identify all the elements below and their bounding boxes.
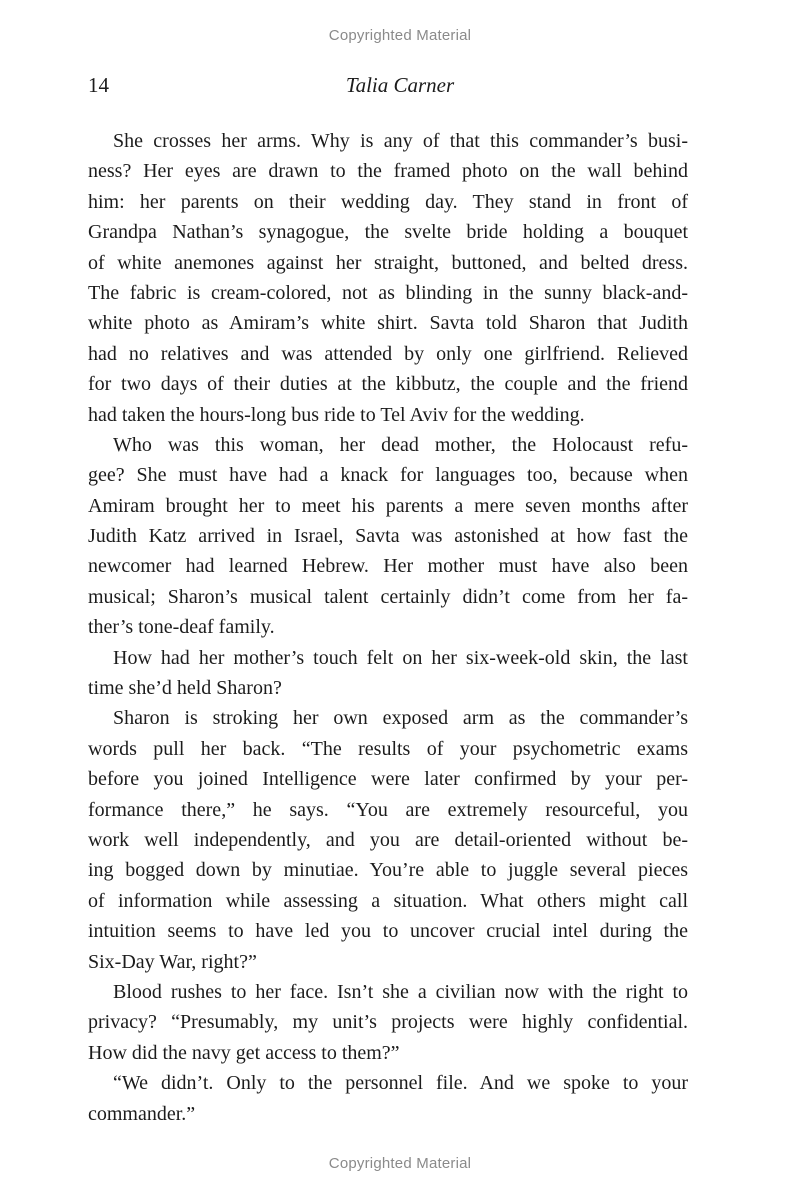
running-header [88, 71, 712, 99]
text-line: “We didn’t. Only to the personnel file. And we spoke to your [113, 1072, 688, 1095]
text-line: had taken the hours-long bus ride to Tel Aviv for the wedding. [88, 403, 585, 426]
text-line: Sharon is stroking her own exposed arm as the commander’s [113, 707, 688, 730]
text-line: Six-Day War, right?” [88, 950, 257, 973]
text-line: newcomer had learned Hebrew. Her mother must have also been [88, 555, 688, 578]
text-line: Blood rushes to her face. Isn’t she a civilian now with the right to [113, 980, 688, 1003]
text-line: How did the navy get access to them?” [88, 1041, 400, 1064]
text-line: ther’s tone-deaf family. [88, 616, 275, 639]
text-line: Judith Katz arrived in Israel, Savta was astonished at how fast the [88, 525, 688, 548]
copyright-watermark-bottom: Copyrighted Material [328, 1155, 472, 1172]
text-line: before you joined Intelligence were later confirmed by your per- [88, 768, 688, 791]
text-line: commander.” [88, 1102, 196, 1125]
text-line: The fabric is cream-colored, not as blinding in the sunny black-and- [88, 281, 688, 304]
text-line: Amiram brought her to meet his parents a mere seven months after [88, 494, 688, 517]
page-number: 14 [88, 73, 109, 97]
text-line: How had her mother’s touch felt on her six-week-old skin, the last [113, 646, 688, 669]
text-line: time she’d held Sharon? [88, 677, 282, 700]
text-line: words pull her back. “The results of your psychometric exams [88, 737, 688, 760]
text-line: formance there,” he says. “You are extremely resourceful, you [88, 798, 688, 821]
text-line: Who was this woman, her dead mother, the Holocaust refu- [113, 433, 688, 456]
text-line: him: her parents on their wedding day. They stand in front of [88, 190, 688, 213]
text-line: for two days of their duties at the kibbutz, the couple and the friend [88, 373, 688, 396]
copyright-watermark-top: Copyrighted Material [328, 27, 472, 44]
running-head-author: Talia Carner [345, 73, 455, 97]
text-line: She crosses her arms. Why is any of that this commander’s busi- [113, 130, 688, 152]
text-line: ness? Her eyes are drawn to the framed photo on the wall behind [88, 160, 688, 183]
text-line: Grandpa Nathan’s synagogue, the svelte bride holding a bouquet [88, 221, 688, 244]
text-line: work well independently, and you are detail-oriented without be- [88, 828, 688, 851]
text-line: of information while assessing a situation. What others might call [88, 889, 688, 912]
text-line: gee? She must have had a knack for languages too, because when [88, 464, 688, 487]
text-line: privacy? “Presumably, my unit’s projects were highly confidential. [88, 1011, 688, 1034]
body-text [88, 126, 688, 1129]
text-line: intuition seems to have led you to uncover crucial intel during the [88, 920, 688, 943]
text-line: musical; Sharon’s musical talent certainly didn’t come from her fa- [88, 585, 688, 608]
text-line: had no relatives and was attended by only one girlfriend. Relieved [88, 342, 688, 365]
text-line: of white anemones against her straight, buttoned, and belted dress. [88, 251, 688, 274]
text-line: white photo as Amiram’s white shirt. Savta told Sharon that Judith [88, 312, 688, 335]
text-line: ing bogged down by minutiae. You’re able to juggle several pieces [88, 859, 688, 882]
